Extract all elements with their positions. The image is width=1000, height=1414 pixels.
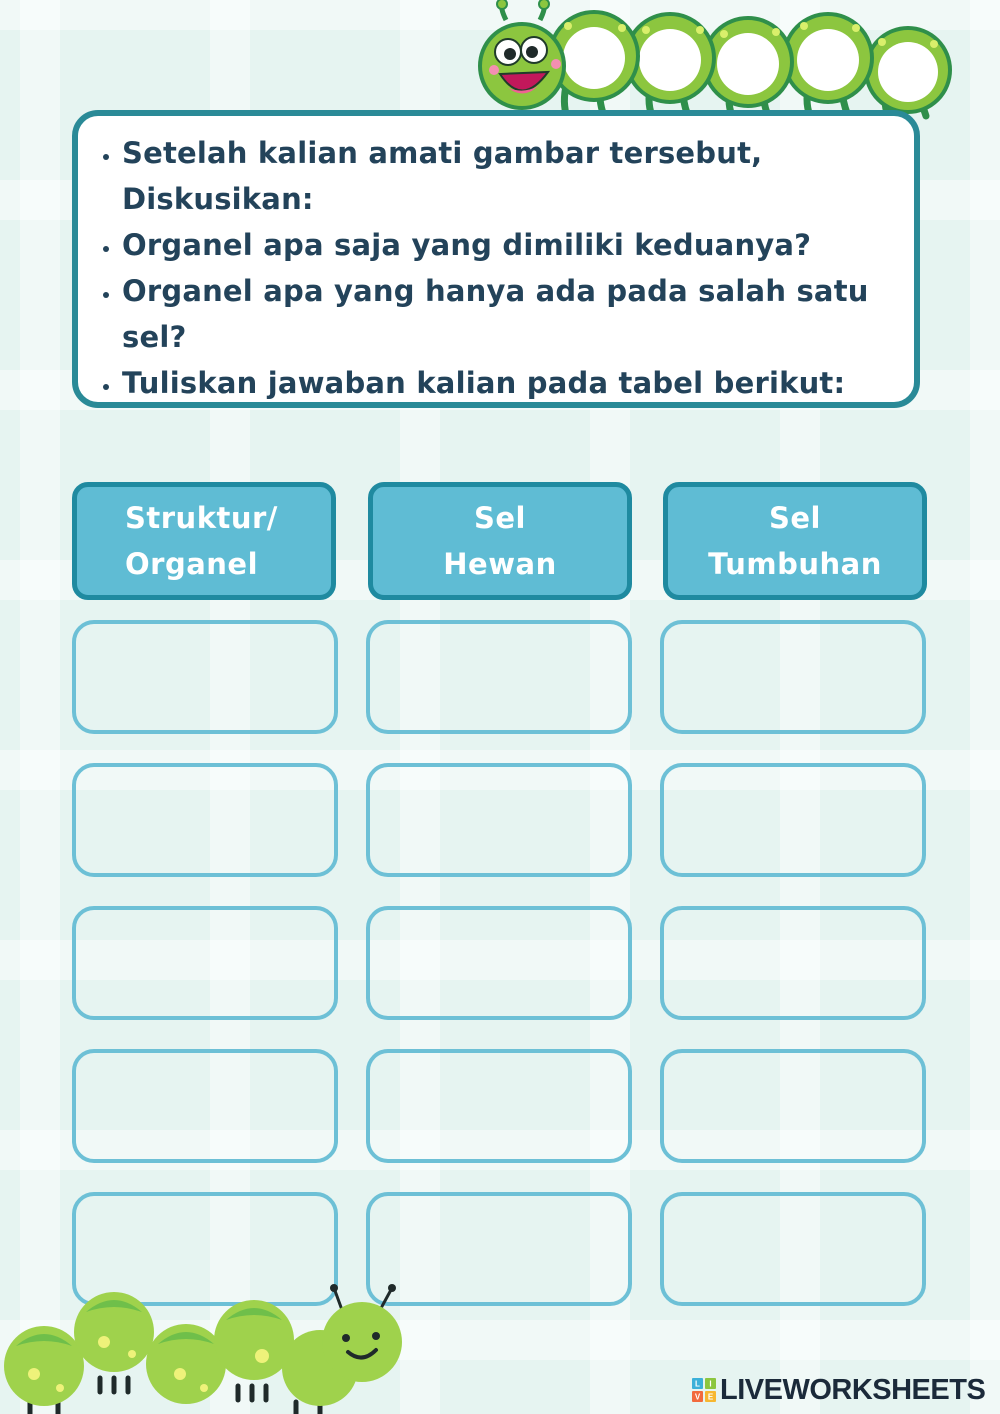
- answer-box-row1-organel[interactable]: [72, 620, 338, 734]
- caterpillar-bottom-illustration: [0, 1270, 420, 1414]
- caterpillar-head: [480, 0, 564, 108]
- answer-box-row2-tumbuhan[interactable]: [660, 763, 926, 877]
- instructions-box: [72, 110, 920, 408]
- answer-box-row3-organel[interactable]: [72, 906, 338, 1020]
- header-struktur-organel: Struktur/ Organel: [72, 482, 336, 600]
- svg-text:I: I: [709, 1379, 712, 1389]
- answer-box-row1-tumbuhan[interactable]: [660, 620, 926, 734]
- caterpillar-body: [550, 12, 950, 112]
- instruction-item: • Organel apa yang hanya ada pada salah satu sel?: [122, 268, 904, 360]
- answer-box-row5-tumbuhan[interactable]: [660, 1192, 926, 1306]
- answer-box-row2-hewan[interactable]: [366, 763, 632, 877]
- answer-box-row1-hewan[interactable]: [366, 620, 632, 734]
- answer-box-row3-hewan[interactable]: [366, 906, 632, 1020]
- svg-text:E: E: [707, 1392, 714, 1402]
- answer-box-row4-tumbuhan[interactable]: [660, 1049, 926, 1163]
- svg-text:L: L: [695, 1379, 700, 1389]
- liveworksheets-brand: [692, 1372, 985, 1408]
- instruction-item: • Organel apa saja yang dimiliki keduanya?: [122, 222, 904, 268]
- liveworksheets-wordmark: LIVEWORKSHEETS: [720, 1373, 986, 1406]
- liveworksheets-logo-icon: [692, 1378, 716, 1402]
- answer-box-row4-organel[interactable]: [72, 1049, 338, 1163]
- instruction-item: • Setelah kalian amati gambar tersebut, Diskusikan:: [122, 130, 904, 222]
- caterpillar-head: [322, 1284, 402, 1382]
- header-sel-tumbuhan: Sel Tumbuhan: [663, 482, 927, 600]
- svg-text:V: V: [694, 1392, 701, 1402]
- instructions-list: [96, 130, 904, 406]
- answer-box-row2-organel[interactable]: [72, 763, 338, 877]
- instruction-item: • Tuliskan jawaban kalian pada tabel berikut:: [122, 360, 904, 406]
- answer-box-row3-tumbuhan[interactable]: [660, 906, 926, 1020]
- answer-box-row4-hewan[interactable]: [366, 1049, 632, 1163]
- header-sel-hewan: Sel Hewan: [368, 482, 632, 600]
